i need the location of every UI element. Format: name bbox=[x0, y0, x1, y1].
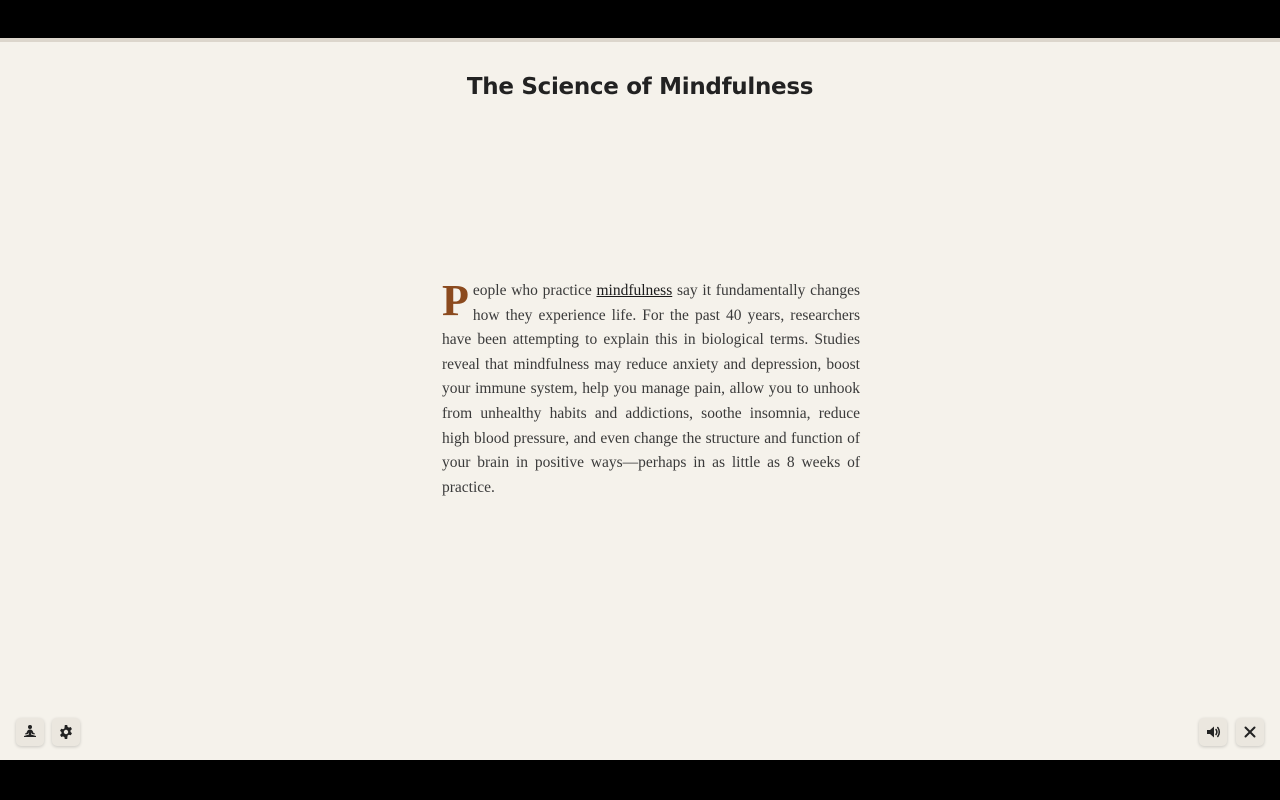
glossary-term-link[interactable]: mindfulness bbox=[596, 282, 673, 299]
article-text-start: eople who practice bbox=[472, 282, 597, 299]
article-paragraph bbox=[442, 276, 860, 500]
letterbox-bottom bbox=[0, 760, 1280, 800]
gear-icon bbox=[58, 724, 74, 740]
meditation-button[interactable] bbox=[16, 718, 44, 746]
reading-progress-bar bbox=[0, 38, 1280, 42]
article-title: The Science of Mindfulness bbox=[466, 74, 814, 100]
close-button[interactable] bbox=[1236, 718, 1264, 746]
speaker-icon bbox=[1205, 724, 1221, 740]
letterbox-top bbox=[0, 0, 1280, 38]
drop-cap: P bbox=[442, 276, 469, 325]
close-icon bbox=[1243, 725, 1257, 739]
article-text-rest: say it fundamentally changes how they experience life. For the past 40 years, researchers have been attempting to explain this in biological terms. Studies reveal that mindfulness may reduce anxiety and depression, boost your immune system, help you manage pain, allow you to unhook from unhealthy habits and addictions, soothe insomnia, reduce high blood pressure, and even change the structure and function of your brain in positive ways—perhaps in as little as 8 weeks of practice. bbox=[442, 282, 860, 496]
audio-button[interactable] bbox=[1199, 718, 1227, 746]
settings-button[interactable] bbox=[52, 718, 80, 746]
meditation-icon bbox=[22, 724, 38, 740]
reader-page bbox=[0, 38, 1280, 760]
